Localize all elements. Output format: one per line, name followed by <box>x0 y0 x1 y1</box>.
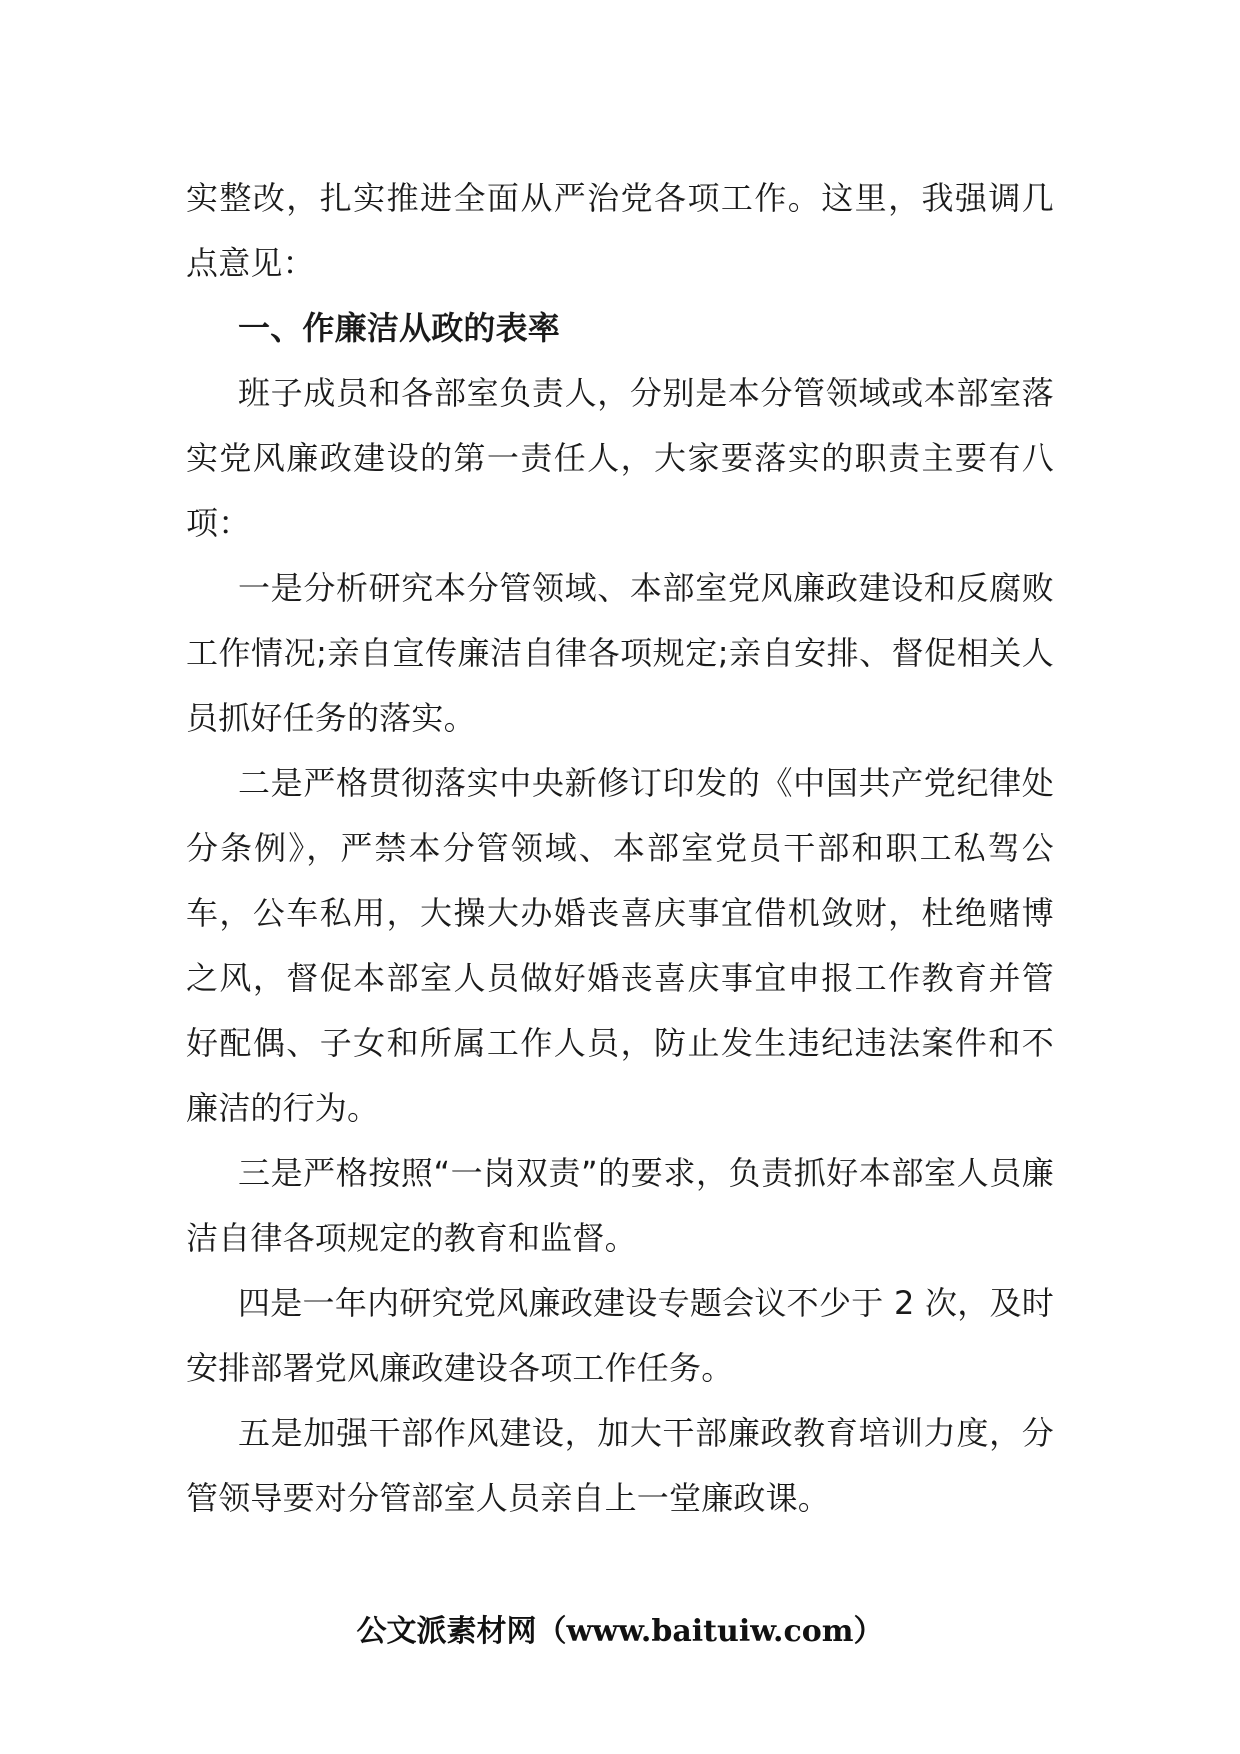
paragraph-item-2: 二是严格贯彻落实中央新修订印发的《中国共产党纪律处分条例》，严禁本分管领域、本部室党员干部和职工私驾公车，公车私用，大操大办婚丧喜庆事宜借机敛财，杜绝赌博之风，督促本部室人员做好婚丧喜庆事宜申报工作教育并管好配偶、子女和所属工作人员，防止发生违纪违法案件和不廉洁的行为。 <box>186 764 1054 1127</box>
paragraph-item-4: 四是一年内研究党风廉政建设专题会议不少于 2 次，及时安排部署党风廉政建设各项工作任务。 <box>186 1284 1054 1387</box>
paragraph-intro: 班子成员和各部室负责人，分别是本分管领域或本部室落实党风廉政建设的第一责任人，大家要落实的职责主要有八项： <box>186 374 1054 542</box>
page-footer: 公文派素材网（www.baituiw.com） <box>356 1614 884 1649</box>
paragraph-item-3: 三是严格按照“一岗双责”的要求，负责抓好本部室人员廉洁自律各项规定的教育和监督。 <box>186 1154 1054 1257</box>
paragraph-item-1: 一是分析研究本分管领域、本部室党风廉政建设和反腐败工作情况;亲自宣传廉洁自律各项规定;亲自安排、督促相关人员抓好任务的落实。 <box>186 569 1054 737</box>
section-heading: 一、作廉洁从政的表率 <box>238 309 561 347</box>
paragraph-continuation: 实整改，扎实推进全面从严治党各项工作。这里，我强调几点意见： <box>186 179 1054 282</box>
paragraph-item-5: 五是加强干部作风建设，加大干部廉政教育培训力度，分管领导要对分管部室人员亲自上一堂廉政课。 <box>186 1414 1054 1517</box>
document-body <box>186 166 1054 1531</box>
